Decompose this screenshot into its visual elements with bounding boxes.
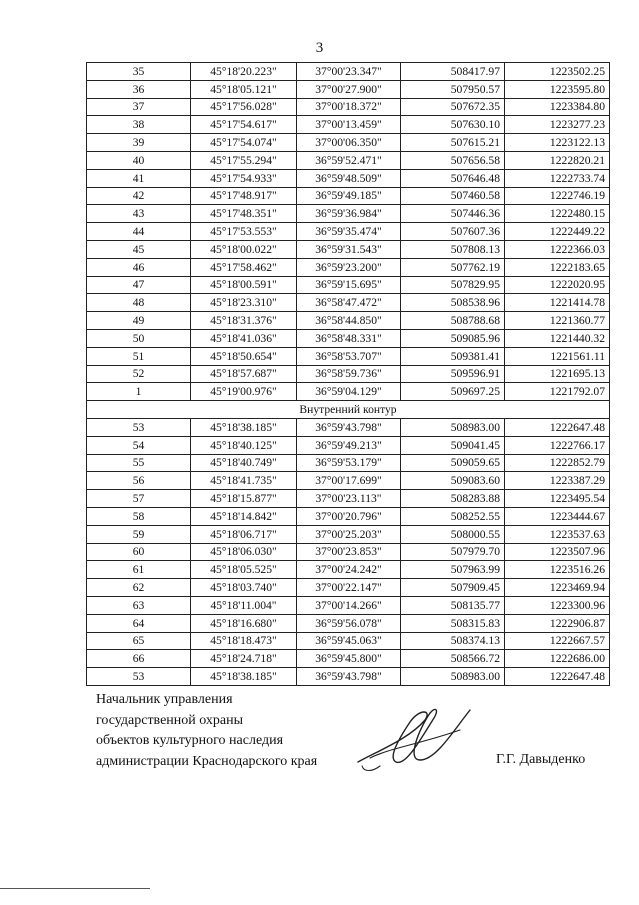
longitude-cell: 36°58'59.736" — [297, 365, 401, 383]
x-coordinate-cell: 507460.58 — [401, 187, 505, 205]
point-number-cell: 54 — [87, 436, 191, 454]
coordinates-table-body — [87, 63, 610, 686]
point-number-cell: 62 — [87, 579, 191, 597]
longitude-cell: 36°59'31.543" — [297, 240, 401, 258]
longitude-cell: 36°58'53.707" — [297, 347, 401, 365]
y-coordinate-cell: 1223444.67 — [505, 507, 610, 525]
longitude-cell: 36°59'15.695" — [297, 276, 401, 294]
y-coordinate-cell: 1223300.96 — [505, 596, 610, 614]
y-coordinate-cell: 1222449.22 — [505, 223, 610, 241]
table-row — [87, 632, 610, 650]
inner-contour-heading: Внутренний контур — [87, 401, 610, 419]
y-coordinate-cell: 1221440.32 — [505, 329, 610, 347]
y-coordinate-cell: 1223507.96 — [505, 543, 610, 561]
y-coordinate-cell: 1222852.79 — [505, 454, 610, 472]
longitude-cell: 37°00'23.347" — [297, 63, 401, 81]
x-coordinate-cell: 508135.77 — [401, 596, 505, 614]
latitude-cell: 45°17'54.074" — [191, 134, 297, 152]
table-row — [87, 454, 610, 472]
latitude-cell: 45°18'41.036" — [191, 329, 297, 347]
table-row — [87, 205, 610, 223]
table-row — [87, 436, 610, 454]
x-coordinate-cell: 507979.70 — [401, 543, 505, 561]
longitude-cell: 36°58'47.472" — [297, 294, 401, 312]
longitude-cell: 37°00'13.459" — [297, 116, 401, 134]
y-coordinate-cell: 1223537.63 — [505, 525, 610, 543]
table-row — [87, 294, 610, 312]
x-coordinate-cell: 507762.19 — [401, 258, 505, 276]
latitude-cell: 45°18'31.376" — [191, 312, 297, 330]
latitude-cell: 45°19'00.976" — [191, 383, 297, 401]
y-coordinate-cell: 1222647.48 — [505, 418, 610, 436]
table-row — [87, 80, 610, 98]
point-number-cell: 42 — [87, 187, 191, 205]
point-number-cell: 60 — [87, 543, 191, 561]
longitude-cell: 37°00'17.699" — [297, 472, 401, 490]
longitude-cell: 37°00'14.266" — [297, 596, 401, 614]
table-row — [87, 614, 610, 632]
point-number-cell: 53 — [87, 668, 191, 686]
point-number-cell: 49 — [87, 312, 191, 330]
longitude-cell: 37°00'25.203" — [297, 525, 401, 543]
x-coordinate-cell: 508538.96 — [401, 294, 505, 312]
x-coordinate-cell: 508315.83 — [401, 614, 505, 632]
table-row — [87, 472, 610, 490]
longitude-cell: 36°59'45.800" — [297, 650, 401, 668]
table-row — [87, 347, 610, 365]
x-coordinate-cell: 509697.25 — [401, 383, 505, 401]
y-coordinate-cell: 1222366.03 — [505, 240, 610, 258]
y-coordinate-cell: 1222733.74 — [505, 169, 610, 187]
table-row — [87, 490, 610, 508]
longitude-cell: 36°58'48.331" — [297, 329, 401, 347]
point-number-cell: 56 — [87, 472, 191, 490]
y-coordinate-cell: 1221792.07 — [505, 383, 610, 401]
longitude-cell: 37°00'24.242" — [297, 561, 401, 579]
y-coordinate-cell: 1222020.95 — [505, 276, 610, 294]
point-number-cell: 50 — [87, 329, 191, 347]
table-row — [87, 579, 610, 597]
point-number-cell: 59 — [87, 525, 191, 543]
point-number-cell: 53 — [87, 418, 191, 436]
x-coordinate-cell: 507672.35 — [401, 98, 505, 116]
latitude-cell: 45°18'06.030" — [191, 543, 297, 561]
x-coordinate-cell: 508374.13 — [401, 632, 505, 650]
table-row — [87, 507, 610, 525]
longitude-cell: 36°59'23.200" — [297, 258, 401, 276]
latitude-cell: 45°18'50.654" — [191, 347, 297, 365]
table-row — [87, 240, 610, 258]
latitude-cell: 45°17'54.617" — [191, 116, 297, 134]
table-row — [87, 543, 610, 561]
longitude-cell: 36°59'04.129" — [297, 383, 401, 401]
footer-divider — [0, 888, 150, 889]
latitude-cell: 45°18'14.842" — [191, 507, 297, 525]
point-number-cell: 51 — [87, 347, 191, 365]
y-coordinate-cell: 1222480.15 — [505, 205, 610, 223]
longitude-cell: 37°00'18.372" — [297, 98, 401, 116]
latitude-cell: 45°18'57.687" — [191, 365, 297, 383]
table-row — [87, 98, 610, 116]
y-coordinate-cell: 1222667.57 — [505, 632, 610, 650]
signer-name: Г.Г. Давыденко — [496, 752, 586, 767]
longitude-cell: 37°00'22.147" — [297, 579, 401, 597]
latitude-cell: 45°18'00.591" — [191, 276, 297, 294]
table-row — [87, 223, 610, 241]
y-coordinate-cell: 1222183.65 — [505, 258, 610, 276]
y-coordinate-cell: 1223502.25 — [505, 63, 610, 81]
longitude-cell: 37°00'06.350" — [297, 134, 401, 152]
x-coordinate-cell: 508788.68 — [401, 312, 505, 330]
signature-block — [96, 690, 317, 772]
point-number-cell: 43 — [87, 205, 191, 223]
table-row — [87, 116, 610, 134]
y-coordinate-cell: 1222766.17 — [505, 436, 610, 454]
point-number-cell: 35 — [87, 63, 191, 81]
y-coordinate-cell: 1223595.80 — [505, 80, 610, 98]
table-row — [87, 276, 610, 294]
table-row — [87, 258, 610, 276]
y-coordinate-cell: 1221414.78 — [505, 294, 610, 312]
table-row — [87, 63, 610, 81]
table-row — [87, 650, 610, 668]
table-row — [87, 187, 610, 205]
table-row — [87, 365, 610, 383]
page-number: 3 — [315, 40, 324, 56]
table-row — [87, 151, 610, 169]
longitude-cell: 36°59'43.798" — [297, 668, 401, 686]
table-row — [87, 169, 610, 187]
point-number-cell: 1 — [87, 383, 191, 401]
x-coordinate-cell: 507615.21 — [401, 134, 505, 152]
y-coordinate-cell: 1221695.13 — [505, 365, 610, 383]
latitude-cell: 45°17'56.028" — [191, 98, 297, 116]
x-coordinate-cell: 509059.65 — [401, 454, 505, 472]
latitude-cell: 45°18'05.121" — [191, 80, 297, 98]
x-coordinate-cell: 507646.48 — [401, 169, 505, 187]
y-coordinate-cell: 1222906.87 — [505, 614, 610, 632]
latitude-cell: 45°18'23.310" — [191, 294, 297, 312]
x-coordinate-cell: 509041.45 — [401, 436, 505, 454]
handwritten-signature — [350, 700, 480, 775]
table-row — [87, 418, 610, 436]
longitude-cell: 36°59'52.471" — [297, 151, 401, 169]
point-number-cell: 40 — [87, 151, 191, 169]
point-number-cell: 39 — [87, 134, 191, 152]
latitude-cell: 45°17'53.553" — [191, 223, 297, 241]
point-number-cell: 38 — [87, 116, 191, 134]
x-coordinate-cell: 508283.88 — [401, 490, 505, 508]
coordinates-table — [86, 62, 610, 686]
latitude-cell: 45°18'38.185" — [191, 418, 297, 436]
longitude-cell: 36°59'49.213" — [297, 436, 401, 454]
y-coordinate-cell: 1223277.23 — [505, 116, 610, 134]
y-coordinate-cell: 1222647.48 — [505, 668, 610, 686]
signatory-title-line-3: объектов культурного наследия — [96, 733, 284, 748]
point-number-cell: 46 — [87, 258, 191, 276]
table-row — [87, 525, 610, 543]
y-coordinate-cell: 1221360.77 — [505, 312, 610, 330]
latitude-cell: 45°18'00.022" — [191, 240, 297, 258]
x-coordinate-cell: 509083.60 — [401, 472, 505, 490]
longitude-cell: 36°59'36.984" — [297, 205, 401, 223]
latitude-cell: 45°18'40.125" — [191, 436, 297, 454]
x-coordinate-cell: 507630.10 — [401, 116, 505, 134]
table-row — [87, 561, 610, 579]
point-number-cell: 41 — [87, 169, 191, 187]
longitude-cell: 36°59'45.063" — [297, 632, 401, 650]
x-coordinate-cell: 507607.36 — [401, 223, 505, 241]
y-coordinate-cell: 1222820.21 — [505, 151, 610, 169]
latitude-cell: 45°17'48.351" — [191, 205, 297, 223]
latitude-cell: 45°18'24.718" — [191, 650, 297, 668]
point-number-cell: 44 — [87, 223, 191, 241]
longitude-cell: 37°00'23.113" — [297, 490, 401, 508]
x-coordinate-cell: 509381.41 — [401, 347, 505, 365]
point-number-cell: 64 — [87, 614, 191, 632]
point-number-cell: 57 — [87, 490, 191, 508]
x-coordinate-cell: 508417.97 — [401, 63, 505, 81]
table-row — [87, 134, 610, 152]
x-coordinate-cell: 508566.72 — [401, 650, 505, 668]
latitude-cell: 45°17'58.462" — [191, 258, 297, 276]
point-number-cell: 36 — [87, 80, 191, 98]
latitude-cell: 45°17'55.294" — [191, 151, 297, 169]
point-number-cell: 52 — [87, 365, 191, 383]
latitude-cell: 45°18'20.223" — [191, 63, 297, 81]
longitude-cell: 36°59'48.509" — [297, 169, 401, 187]
latitude-cell: 45°18'18.473" — [191, 632, 297, 650]
y-coordinate-cell: 1223384.80 — [505, 98, 610, 116]
latitude-cell: 45°18'15.877" — [191, 490, 297, 508]
latitude-cell: 45°18'06.717" — [191, 525, 297, 543]
y-coordinate-cell: 1223387.29 — [505, 472, 610, 490]
x-coordinate-cell: 508983.00 — [401, 418, 505, 436]
table-row — [87, 668, 610, 686]
table-row — [87, 596, 610, 614]
x-coordinate-cell: 508983.00 — [401, 668, 505, 686]
section-header-row — [87, 401, 610, 419]
signatory-title-line-4: администрации Краснодарского края — [96, 753, 318, 769]
longitude-cell: 37°00'20.796" — [297, 507, 401, 525]
table-row — [87, 329, 610, 347]
latitude-cell: 45°17'54.933" — [191, 169, 297, 187]
latitude-cell: 45°18'05.525" — [191, 561, 297, 579]
point-number-cell: 37 — [87, 98, 191, 116]
latitude-cell: 45°18'11.004" — [191, 596, 297, 614]
longitude-cell: 37°00'27.900" — [297, 80, 401, 98]
table-row — [87, 383, 610, 401]
longitude-cell: 36°59'35.474" — [297, 223, 401, 241]
signatory-title-line-2: государственной охраны — [96, 712, 244, 728]
latitude-cell: 45°17'48.917" — [191, 187, 297, 205]
latitude-cell: 45°18'41.735" — [191, 472, 297, 490]
longitude-cell: 37°00'23.853" — [297, 543, 401, 561]
point-number-cell: 66 — [87, 650, 191, 668]
x-coordinate-cell: 507829.95 — [401, 276, 505, 294]
x-coordinate-cell: 509596.91 — [401, 365, 505, 383]
signatory-title-line-1: Начальник управления — [96, 692, 233, 707]
point-number-cell: 63 — [87, 596, 191, 614]
latitude-cell: 45°18'03.740" — [191, 579, 297, 597]
longitude-cell: 36°59'56.078" — [297, 614, 401, 632]
y-coordinate-cell: 1223122.13 — [505, 134, 610, 152]
x-coordinate-cell: 507950.57 — [401, 80, 505, 98]
longitude-cell: 36°58'44.850" — [297, 312, 401, 330]
point-number-cell: 45 — [87, 240, 191, 258]
longitude-cell: 36°59'49.185" — [297, 187, 401, 205]
x-coordinate-cell: 507963.99 — [401, 561, 505, 579]
point-number-cell: 48 — [87, 294, 191, 312]
latitude-cell: 45°18'16.680" — [191, 614, 297, 632]
y-coordinate-cell: 1223495.54 — [505, 490, 610, 508]
table-row — [87, 312, 610, 330]
longitude-cell: 36°59'43.798" — [297, 418, 401, 436]
latitude-cell: 45°18'40.749" — [191, 454, 297, 472]
y-coordinate-cell: 1221561.11 — [505, 347, 610, 365]
x-coordinate-cell: 507909.45 — [401, 579, 505, 597]
point-number-cell: 47 — [87, 276, 191, 294]
y-coordinate-cell: 1222746.19 — [505, 187, 610, 205]
x-coordinate-cell: 507656.58 — [401, 151, 505, 169]
y-coordinate-cell: 1222686.00 — [505, 650, 610, 668]
latitude-cell: 45°18'38.185" — [191, 668, 297, 686]
point-number-cell: 61 — [87, 561, 191, 579]
y-coordinate-cell: 1223469.94 — [505, 579, 610, 597]
y-coordinate-cell: 1223516.26 — [505, 561, 610, 579]
x-coordinate-cell: 507446.36 — [401, 205, 505, 223]
longitude-cell: 36°59'53.179" — [297, 454, 401, 472]
point-number-cell: 55 — [87, 454, 191, 472]
x-coordinate-cell: 508252.55 — [401, 507, 505, 525]
x-coordinate-cell: 508000.55 — [401, 525, 505, 543]
x-coordinate-cell: 509085.96 — [401, 329, 505, 347]
x-coordinate-cell: 507808.13 — [401, 240, 505, 258]
point-number-cell: 58 — [87, 507, 191, 525]
point-number-cell: 65 — [87, 632, 191, 650]
